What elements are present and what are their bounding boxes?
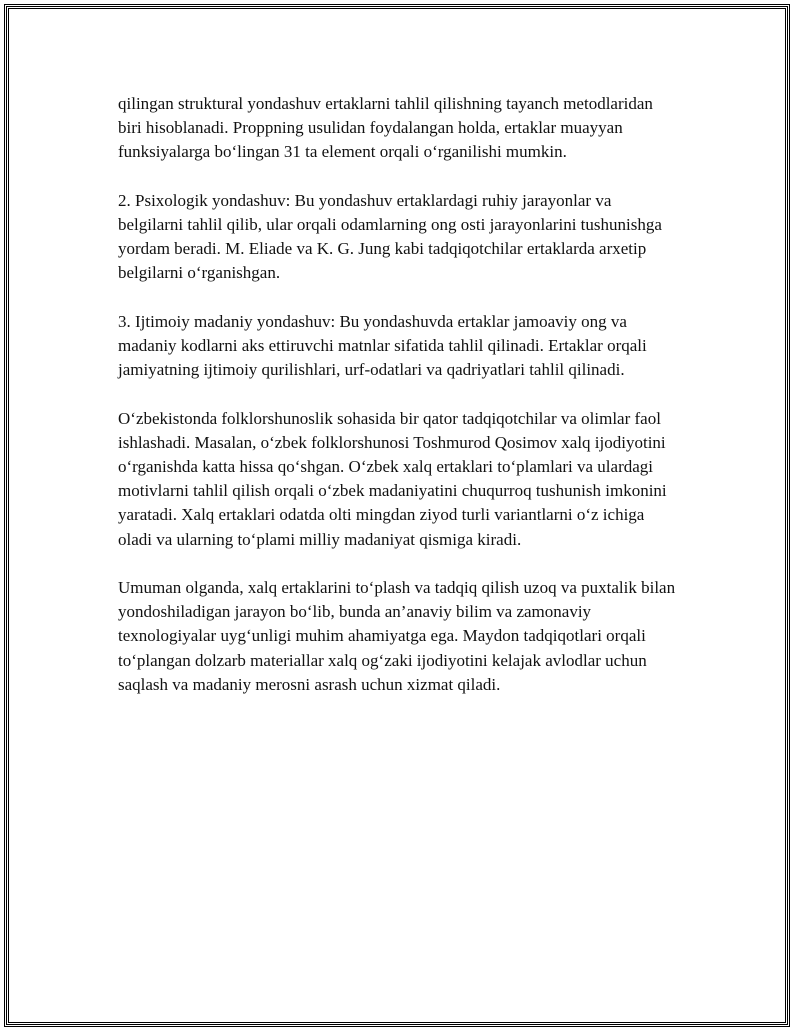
paragraph-uzbek-folklore: O‘zbekistonda folklorshunoslik sohasida bir qator tadqiqotchilar va olimlar faol ishlashadi. Masalan, o‘zbek folklorshunosi Toshmurod Qosimov xalq ijodiyotini o‘rganishda katta hissa qo‘shgan. O‘zbek xalq ertaklari to‘plamlari va ulardagi motivlarni tahlil qilish orqali o‘zbek madaniyatini chuqurroq tushunish imkonini yaratadi. Xalq ertaklari odatda olti mingdan ziyod turli variantlarni o‘z ichiga oladi va ularning to‘plami milliy madaniyat qismiga kiradi. [118, 408, 667, 549]
paragraph-conclusion: Umuman olganda, xalq ertaklarini to‘plash va tadqiq qilish uzoq va puxtalik bilan yondoshiladigan jarayon bo‘lib, bunda an’anaviy bilim va zamonaviy texnologiyalar uyg‘unligi muhim ahamiyatga ega. Maydon tadqiqotlari orqali to‘plangan dolzarb materiallar xalq og‘zaki ijodiyotini kelajak avlodlar uchun saqlash va madaniy merosni asrash uchun xizmat qiladi. [118, 578, 676, 694]
document-body [118, 92, 678, 721]
paragraph-psychological-approach: 2. Psixologik yondashuv: Bu yondashuv ertaklardagi ruhiy jarayonlar va belgilarni tahlil qilib, ular orqali odamlarning ong osti jarayonlarini tushunishga yordam beradi. M. Eliade va K. G. Jung kabi tadqiqotchilar ertaklarda arxetip belgilarni o‘rganishgan. [118, 190, 662, 283]
paragraph-structural-approach: qilingan struktural yondashuv ertaklarni tahlil qilishning tayanch metodlaridan biri hisoblanadi. Proppning usulidan foydalangan holda, ertaklar muayyan funksiyalarga bo‘lingan 31 ta element orqali o‘rganilishi mumkin. [118, 94, 653, 162]
paragraph-sociocultural-approach: 3. Ijtimoiy madaniy yondashuv: Bu yondashuvda ertaklar jamoaviy ong va madaniy kodlarni aks ettiruvchi matnlar sifatida tahlil qilinadi. Ertaklar orqali jamiyatning ijtimoiy qurilishlari, urf-odatlari va qadriyatlari tahlil qilinadi. [118, 311, 647, 380]
